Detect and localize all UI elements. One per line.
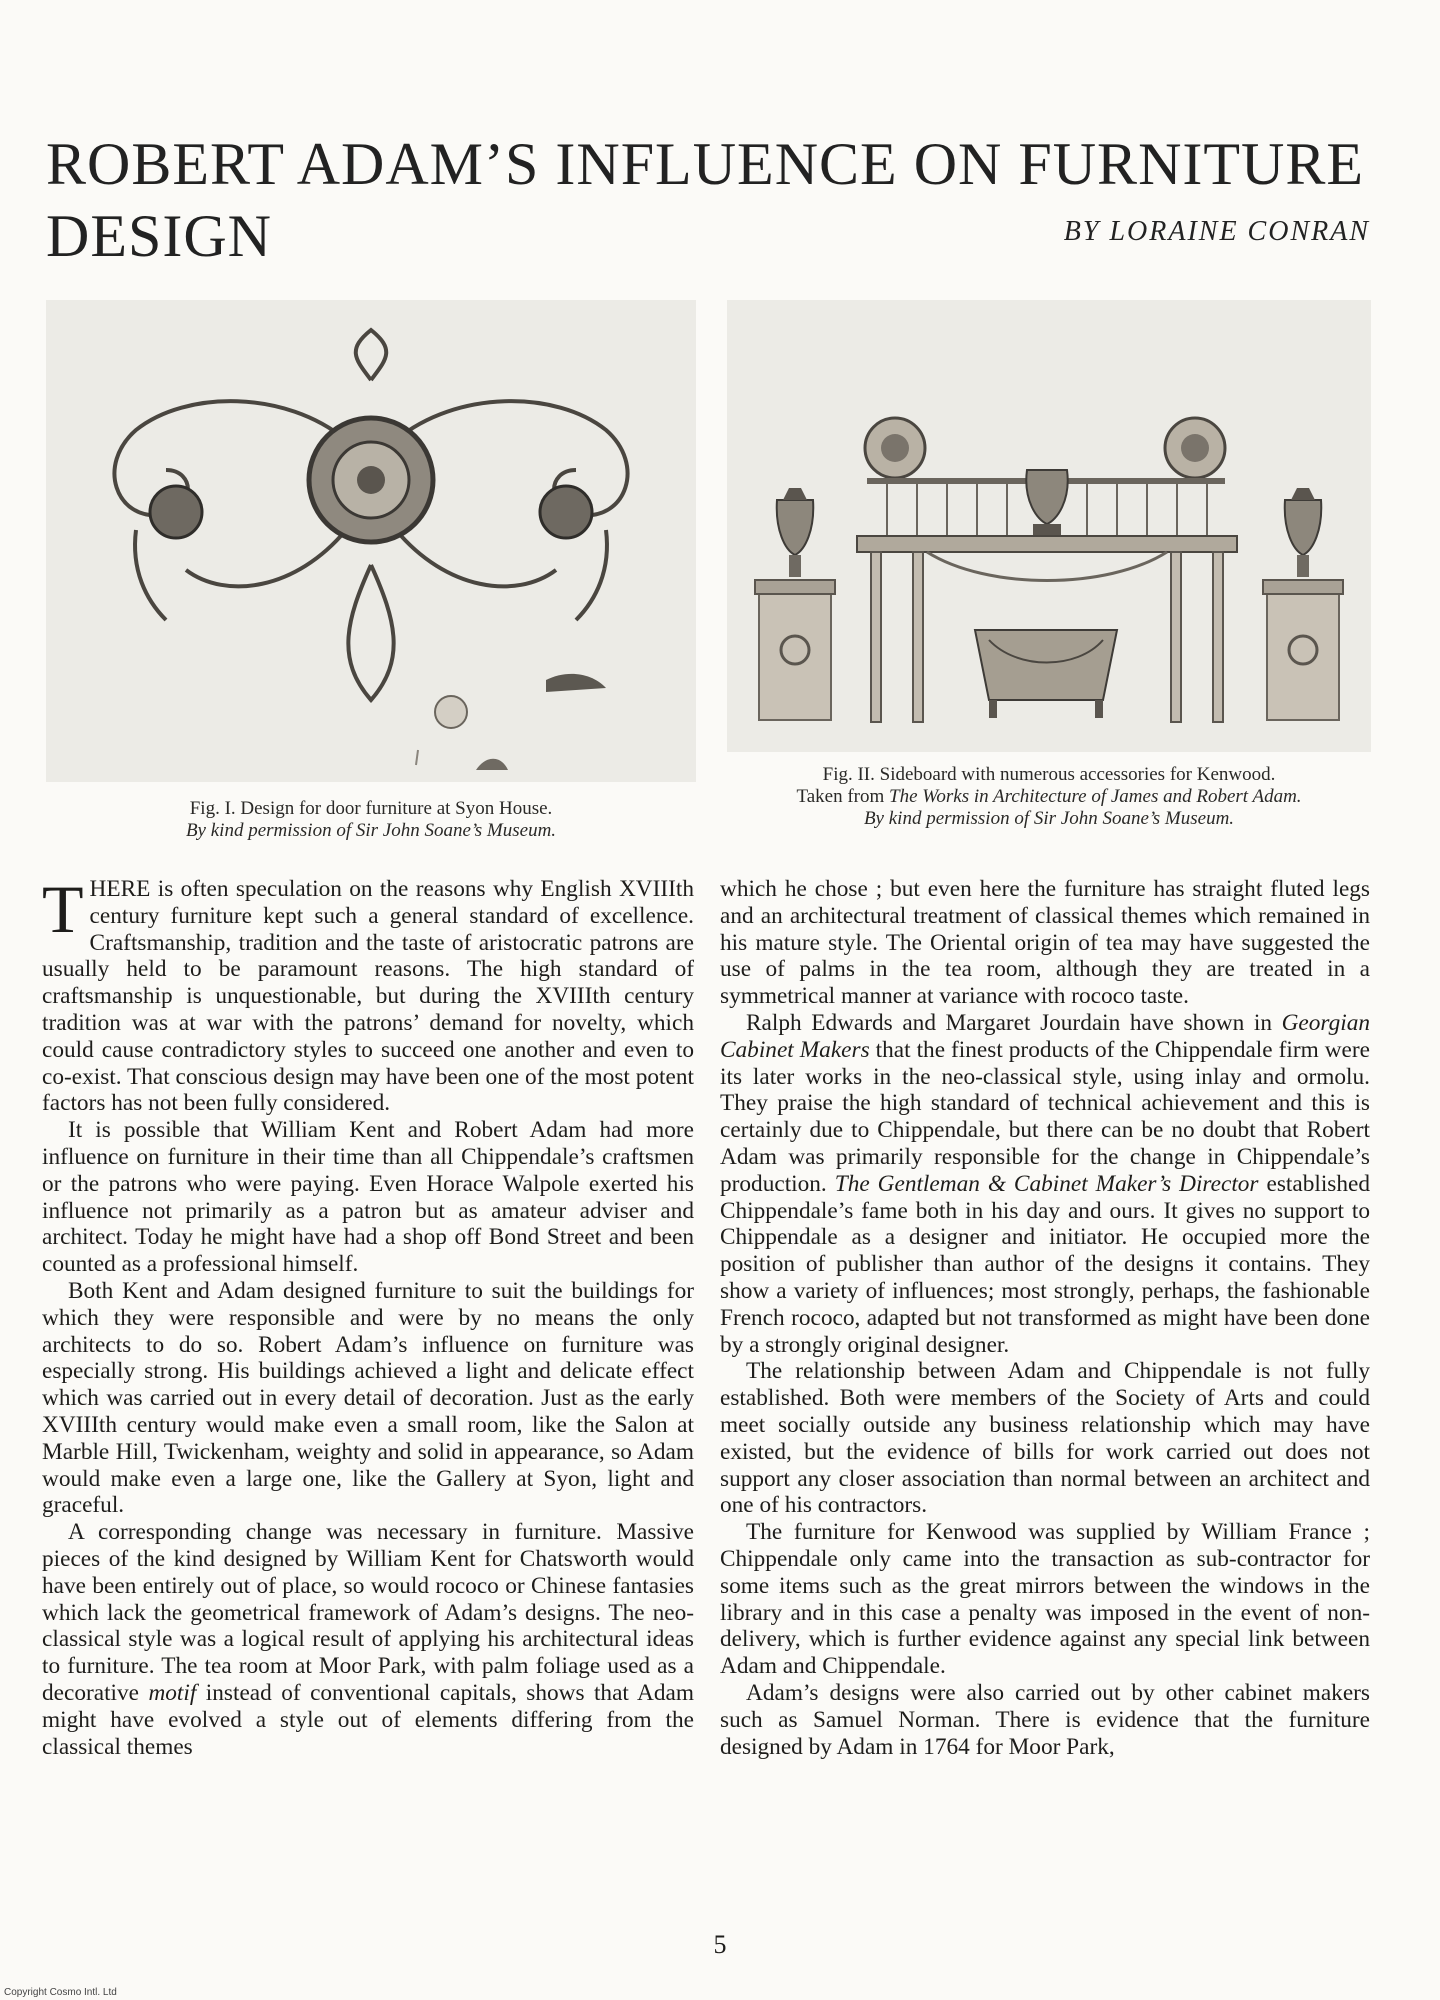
paragraph-6-italic-2: The Gentleman & Cabinet Maker’s Director <box>834 1170 1259 1197</box>
paragraph-6-italic-1: Georgian Cabinet Makers <box>720 1009 1370 1063</box>
figure-1-caption-title: Fig. I. Design for door furniture at Syon House. <box>189 798 553 819</box>
figure-1-caption <box>46 798 696 842</box>
paragraph-4-text-a: A corresponding change was necessary in furniture. Massive pieces of the kind designed by William Kent for Chatsworth would have been entirely out of place, so would rococo or Chinese fantasies which lack the geometrical framework of Adam’s designs. The neo-classical style was a logical result of applying his architectural ideas to furniture. The tea room at Moor Park, with palm foliage used as a decorative <box>42 1519 694 1706</box>
paragraph-7: The relationship between Adam and Chippendale is not fully established. Both were members of the Society of Arts and could meet socially outside any business relationship which may have existed, but the evidence of bills for work carried out does not support any closer association than normal between an architect and one of his contractors. <box>720 1358 1370 1519</box>
paragraph-6-text-b: that the finest products of the Chippendale firm were its later works in the neo-classical style, using inlay and ormolu. They praise the high standard of technical achievement and this is certainly due to Chippendale, but there can be no doubt that Robert Adam was primarily responsible for the change in Chippendale’s production. <box>720 1036 1370 1197</box>
figure-1-caption-credit: By kind permission of Sir John Soane’s Museum. <box>185 820 557 841</box>
sideboard-illustration <box>727 300 1371 752</box>
copyright-notice: Copyright Cosmo Intl. Ltd <box>4 1987 117 1998</box>
paragraph-6-text-a: Ralph Edwards and Margaret Jourdain have shown in <box>746 1009 1282 1036</box>
paragraph-8: The furniture for Kenwood was supplied by William France ; Chippendale only came into the transaction as sub-contractor for some items such as the great mirrors between the windows in the library and in this case a penalty was imposed in the event of non-delivery, which is further evidence against any special link between Adam and Chippendale. <box>720 1519 1370 1680</box>
paragraph-1 <box>42 871 694 1117</box>
page-number: 5 <box>713 1930 727 1959</box>
figure-2-caption-source <box>727 786 1371 808</box>
article-column-left <box>42 871 694 1760</box>
paragraph-6 <box>720 1010 1370 1358</box>
paragraph-4-text-b: instead of conventional capitals, shows that Adam might have evolved a style out of elements differing from the classical themes <box>42 1679 694 1760</box>
paragraph-1-text: HERE is often speculation on the reasons why English XVIIIth century furniture kept such a general standard of excellence. Craftsmanship, tradition and the taste of aristocratic patrons are usually held to be paramount reasons. The high standard of craftsmanship is unquestionable, but during the XVIIIth century tradition was at war with the patrons’ demand for novelty, which could cause contradictory styles to succeed one another and even to co-exist. That conscious design may have been one of the most potent factors has not been fully considered. <box>42 876 694 1117</box>
figure-2-caption-title: Fig. II. Sideboard with numerous accessories for Kenwood. <box>822 764 1276 785</box>
door-furniture-illustration <box>46 300 696 782</box>
paragraph-6-text-c: established Chippendale’s fame both in his day and ours. It gives no support to Chippendale as a designer and initiator. He occupied more the position of publisher than author of the designs it contains. They show a variety of influences; most strongly, perhaps, the fashionable French rococo, adapted but not transformed as might have been done by a strongly original designer. <box>720 1170 1371 1358</box>
article-byline: BY LORAINE CONRAN <box>1063 216 1370 247</box>
article-title: ROBERT ADAM’S INFLUENCE ON FURNITURE DESIGN <box>46 131 1365 269</box>
paragraph-5: which he chose ; but even here the furniture has straight fluted legs and an architectural treatment of classical themes which remained in his mature style. The Oriental origin of tea may have suggested the use of palms in the tea room, although they are treated in a symmetrical manner at variance with rococo taste. <box>720 876 1370 1010</box>
figure-door-furniture <box>46 300 696 782</box>
figure-sideboard <box>727 300 1371 752</box>
paragraph-4-italic: motif <box>148 1679 197 1706</box>
paragraph-2: It is possible that William Kent and Robert Adam had more influence on furniture in their time than all Chippendale’s craftsmen or the patrons who were paying. Even Horace Walpole exerted his influence not primarily as a patron but as amateur adviser and architect. Today he might have had a shop off Bond Street and been counted as a professional himself. <box>42 1117 694 1278</box>
figure-2-caption-source-title: The Works in Architecture of James and Robert Adam. <box>889 786 1302 807</box>
article-column-right <box>720 876 1370 1760</box>
paragraph-4 <box>42 1519 694 1760</box>
figure-2-caption <box>727 764 1371 830</box>
paragraph-3: Both Kent and Adam designed furniture to suit the buildings for which they were responsible and were by no means the only architects to do so. Robert Adam’s influence on furniture was especially strong. His buildings achieved a light and delicate effect which was carried out in every detail of decoration. Just as the early XVIIIth century would make even a small room, like the Salon at Marble Hill, Twickenham, weighty and solid in appearance, so Adam would make even a large one, like the Gallery at Syon, light and graceful. <box>42 1277 694 1519</box>
figure-2-caption-source-prefix: Taken from <box>796 786 890 807</box>
paragraph-9: Adam’s designs were also carried out by other cabinet makers such as Samuel Norman. There is evidence that the furniture designed by Adam in 1764 for Moor Park, <box>720 1679 1370 1760</box>
drop-cap: T <box>42 871 84 947</box>
figure-2-caption-credit: By kind permission of Sir John Soane’s Museum. <box>863 808 1235 829</box>
